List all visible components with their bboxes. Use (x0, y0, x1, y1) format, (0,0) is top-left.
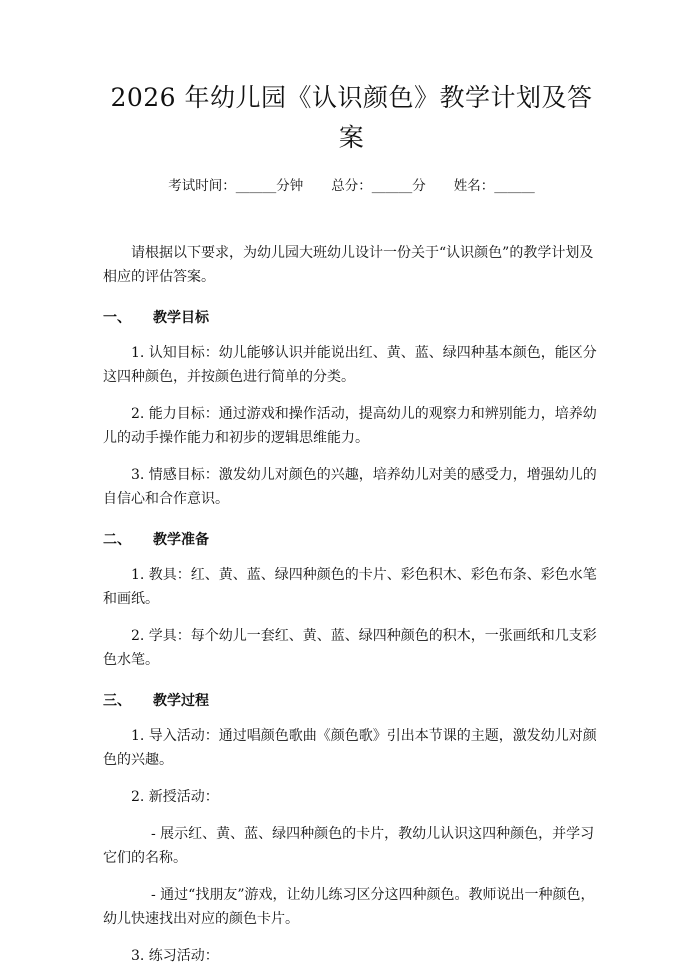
total-score-label: 总分：______分 (331, 178, 426, 194)
objective-item: 3. 情感目标：激发幼儿对颜色的兴趣，培养幼儿对美的感受力，增强幼儿的自信心和合作意识。 (103, 467, 597, 507)
process-item: 1. 导入活动：通过唱颜色歌曲《颜色歌》引出本节课的主题，激发幼儿对颜色的兴趣。 (103, 728, 597, 768)
process-item: 2. 新授活动： (131, 789, 219, 805)
exam-meta-line (103, 176, 600, 196)
section-number: 三、 (103, 693, 131, 709)
objective-item: 2. 能力目标：通过游戏和操作活动，提高幼儿的观察力和辨别能力，培养幼儿的动手操作能力和初步的逻辑思维能力。 (103, 406, 597, 446)
document-title: 2026 年幼儿园《认识颜色》教学计划及答案 (110, 83, 593, 152)
process-subitem: - 展示红、黄、蓝、绿四种颜色的卡片，教幼儿认识这四种颜色，并学习它们的名称。 (103, 826, 595, 866)
section-heading-process (103, 690, 600, 712)
process-item: 3. 练习活动： (131, 948, 219, 964)
preparation-item: 2. 学具：每个幼儿一套红、黄、蓝、绿四种颜色的积木，一张画纸和几支彩色水笔。 (103, 628, 597, 668)
section-title: 教学准备 (153, 532, 209, 548)
section-heading-objectives (103, 307, 600, 329)
process-subitem: - 通过“找朋友”游戏，让幼儿练习区分这四种颜色。教师说出一种颜色，幼儿快速找出对应的颜色卡片。 (103, 887, 595, 927)
section-number: 一、 (103, 310, 131, 326)
intro-paragraph: 请根据以下要求，为幼儿园大班幼儿设计一份关于“认识颜色”的教学计划及相应的评估答案。 (103, 245, 594, 285)
section-title: 教学过程 (153, 693, 209, 709)
objective-item: 1. 认知目标：幼儿能够认识并能说出红、黄、蓝、绿四种基本颜色，能区分这四种颜色，并按颜色进行简单的分类。 (103, 345, 597, 385)
student-name-label: 姓名：______ (453, 178, 535, 194)
section-number: 二、 (103, 532, 131, 548)
section-title: 教学目标 (153, 310, 209, 326)
preparation-item: 1. 教具：红、黄、蓝、绿四种颜色的卡片、彩色积木、彩色布条、彩色水笔和画纸。 (103, 567, 597, 607)
exam-time-label: 考试时间：______分钟 (168, 178, 304, 194)
section-heading-preparation (103, 529, 600, 551)
